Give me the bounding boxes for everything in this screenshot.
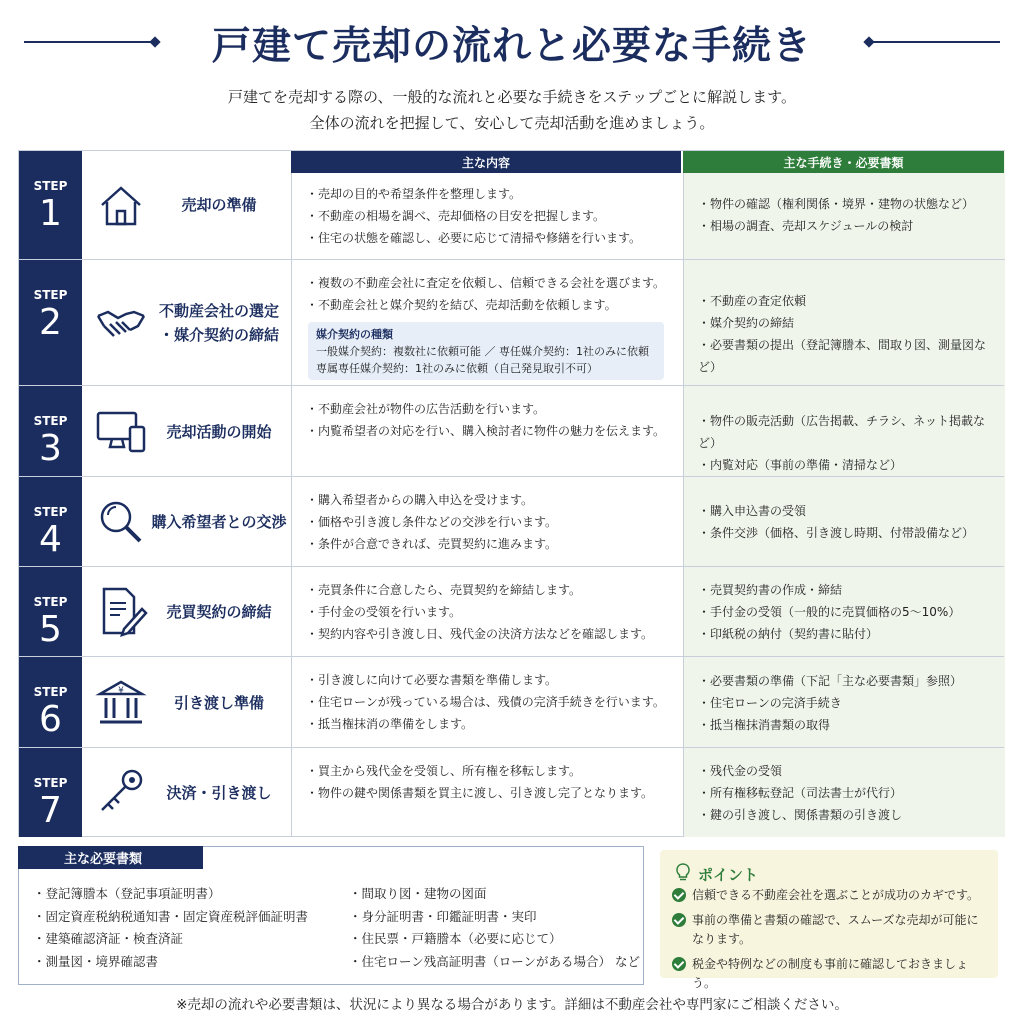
footer-note: ※売却の流れや必要書類は、状況により異なる場合があります。詳細は不動産会社や専門家にご相談ください。 [176,997,848,1013]
step-docs-list [698,410,997,476]
svg-text:¥: ¥ [118,685,124,696]
contract-types-note [308,322,664,380]
required-docs-list-right [349,883,640,973]
step-content-item: ・ 内覧希望者の対応を行い、購入検討者に物件の魅力を伝えます。 [306,420,674,442]
step-row [19,476,1004,567]
column-header-content: 主な内容 [291,151,681,173]
step-title-line: 購入希望者との交渉 [151,513,287,531]
step-content-item: ・ 住宅ローンが残っている場合は、残債の完済手続きを行います。 [306,691,674,713]
title-decoration-right [868,41,1000,43]
step-docs-item: ・ 媒介契約の締結 [698,312,997,334]
note-line: 専属専任媒介契約：1社のみに依頼（自己発見取引不可） [316,362,598,375]
contract-icon [94,585,148,639]
step-docs-item: ・ 不動産の査定依頼 [698,290,997,312]
step-badge [19,477,82,567]
required-doc-item: ・ 建築確認済証・検査済証 [33,928,308,951]
step-docs-item: ・ 売買契約書の作成・締結 [698,579,997,601]
step-content-cell [291,260,682,386]
step-word: STEP [33,685,68,699]
step-docs-item: ・ 所有権移転登記（司法書士が代行） [698,782,997,804]
step-badge [19,657,82,748]
required-docs-title: 主な必要書類 [18,846,203,869]
point-title-row [674,862,758,886]
required-doc-item: ・ 間取り図・建物の図面 [349,883,640,906]
magnifier-icon [94,495,148,549]
step-content-cell [291,567,682,657]
step-content-item: ・ 手付金の受領を行います。 [306,601,674,623]
point-item [672,886,988,905]
step-row [19,656,1004,748]
required-doc-item: ・ 身分証明書・印鑑証明書・実印 [349,906,640,929]
step-number: 3 [39,428,62,469]
column-header-docs: 主な手続き・必要書類 [683,151,1004,173]
step-docs-list [698,193,997,237]
step-content-item: ・ 抵当権抹消の準備をします。 [306,713,674,735]
step-word: STEP [33,414,68,428]
step-docs-cell [683,748,1005,837]
step-docs-item: ・ 必要書類の準備（下記「主な必要書類」参照） [698,670,997,692]
step-content-cell [291,657,682,748]
step-content-list [306,398,674,442]
lightbulb-icon [674,862,692,886]
required-docs-list-left [33,883,308,973]
point-title: ポイント [698,865,759,884]
required-docs-box [18,846,644,985]
required-doc-item: ・ 測量図・境界確認書 [33,951,308,974]
check-icon [672,888,686,902]
step-docs-cell [683,657,1005,748]
step-docs-item: ・ 鍵の引き渡し、関係書類の引き渡し [698,804,997,826]
step-docs-list [698,670,997,736]
step-docs-cell [683,477,1005,567]
point-box [660,850,998,990]
step-docs-list [698,760,997,826]
step-number: 7 [39,790,62,831]
step-badge [19,567,82,657]
handshake-icon [94,296,148,350]
step-content-list [306,489,674,555]
step-number: 2 [39,302,62,343]
step-content-list [306,760,674,804]
step-docs-cell [683,567,1005,657]
step-badge [19,151,82,259]
point-item [672,911,988,949]
step-title [149,600,289,624]
step-number: 4 [39,519,62,560]
step-docs-item: ・ 印紙税の納付（契約書に貼付） [698,623,997,645]
note-line: 一般媒介契約：複数社に依頼可能 ／ 専任媒介契約：1社のみに依頼 [316,345,649,358]
step-title-line: 売買契約の締結 [166,603,272,621]
step-content-item: ・ 価格や引き渡し条件などの交渉を行います。 [306,511,674,533]
step-content-item: ・ 不動産会社と媒介契約を結び、売却活動を依頼します。 [306,294,674,316]
step-content-item: ・ 売却の目的や希望条件を整理します。 [306,183,674,205]
step-docs-list [698,579,997,645]
step-docs-item: ・ 必要書類の提出（登記簿謄本、間取り図、測量図など） [698,334,997,378]
step-title [149,781,289,805]
step-word: STEP [33,288,68,302]
step-docs-item: ・ 住宅ローンの完済手続き [698,692,997,714]
step-docs-item: ・ 残代金の受領 [698,760,997,782]
step-title [149,193,289,217]
step-content-cell [291,477,682,567]
step-content-list [306,669,674,735]
step-docs-item: ・ 相場の調査、売却スケジュールの検討 [698,215,997,237]
required-doc-item: ・ 住民票・戸籍謄本（必要に応じて） [349,928,640,951]
step-content-item: ・ 不動産会社が物件の広告活動を行います。 [306,398,674,420]
step-word: STEP [33,776,68,790]
steps-table [18,150,1005,837]
step-docs-item: ・ 購入申込書の受領 [698,500,997,522]
step-row [19,566,1004,657]
step-word: STEP [33,505,68,519]
step-content-item: ・ 複数の不動産会社に査定を依頼し、信頼できる会社を選びます。 [306,272,674,294]
key-icon [94,766,148,820]
check-icon [672,957,686,971]
step-content-list [306,579,674,645]
step-docs-item: ・ 抵当権抹消書類の取得 [698,714,997,736]
step-title-line: 売却の準備 [181,196,257,214]
step-content-item: ・ 住宅の状態を確認し、必要に応じて清掃や修繕を行います。 [306,227,674,249]
step-content-item: ・ 物件の鍵や関係書類を買主に渡し、引き渡し完了となります。 [306,782,674,804]
check-icon [672,913,686,927]
step-docs-item: ・ 内覧対応（事前の準備・清掃など） [698,454,997,476]
step-row [19,385,1004,477]
step-content-item: ・ 購入希望者からの購入申込を受けます。 [306,489,674,511]
step-badge [19,386,82,477]
step-content-item: ・ 引き渡しに向けて必要な書類を準備します。 [306,669,674,691]
page-title: 戸建て売却の流れと必要な手続き [211,23,812,69]
step-title-line: 引き渡し準備 [173,693,264,712]
step-docs-list [698,500,997,544]
step-badge [19,260,82,386]
step-docs-cell [683,386,1005,477]
step-content-list [306,272,674,316]
point-list [672,886,988,999]
step-content-item: ・ 不動産の相場を調べ、売却価格の目安を把握します。 [306,205,674,227]
step-docs-item: ・ 条件交渉（価格、引き渡し時期、付帯設備など） [698,522,997,544]
step-content-list [306,183,674,249]
point-text: 信頼できる不動産会社を選ぶことが成功のカギです。 [692,888,980,902]
step-content-item: ・ 契約内容や引き渡し日、残代金の決済方法などを確認します。 [306,623,674,645]
point-text: 税金や特例などの制度も事前に確認しておきましょう。 [692,957,969,990]
intro-line-1: 戸建てを売却する際の、一般的な流れと必要な手続きをステップごとに解説します。 [228,88,796,106]
step-content-item: ・ 条件が合意できれば、売買契約に進みます。 [306,533,674,555]
step-title [149,691,289,715]
step-docs-cell [683,260,1005,386]
step-docs-item: ・ 物件の販売活動（広告掲載、チラシ、ネット掲載など） [698,410,997,454]
step-title [149,299,289,347]
step-content-item: ・ 売買条件に合意したら、売買契約を締結します。 [306,579,674,601]
note-title: 媒介契約の種類 [316,328,393,341]
step-number: 6 [39,699,62,740]
required-doc-item: ・ 住宅ローン残高証明書（ローンがある場合） など [349,951,640,974]
step-number: 5 [39,609,62,650]
step-row [19,747,1004,837]
step-word: STEP [33,179,68,193]
step-title-line: 売却活動の開始 [166,422,272,441]
step-content-cell [291,748,682,837]
step-title-line: 不動産会社の選定 [158,302,279,320]
step-word: STEP [33,595,68,609]
point-item [672,955,988,993]
step-docs-item: ・ 手付金の受領（一般的に売買価格の5〜10%） [698,601,997,623]
point-text: 事前の準備と書類の確認で、スムーズな売却が可能になります。 [692,913,979,946]
house-icon [94,178,148,232]
devices-icon [94,405,148,459]
step-content-item: ・ 買主から残代金を受領し、所有権を移転します。 [306,760,674,782]
intro-text [0,84,1024,136]
step-badge [19,748,82,837]
required-doc-item: ・ 登記簿謄本（登記事項証明書） [33,883,308,906]
step-row [19,259,1004,386]
step-title [149,420,289,444]
step-docs-list [698,290,997,378]
bank-icon [94,676,148,730]
title-decoration-left [24,41,156,43]
step-title-line: ・媒介契約の締結 [158,326,279,344]
intro-line-2: 全体の流れを把握して、安心して売却活動を進めましょう。 [309,114,715,132]
step-title [149,510,289,534]
step-title-line: 決済・引き渡し [166,783,272,802]
step-docs-item: ・ 物件の確認（権利関係・境界・建物の状態など） [698,193,997,215]
step-number: 1 [39,193,62,234]
required-doc-item: ・ 固定資産税納税通知書・固定資産税評価証明書 [33,906,308,929]
step-content-cell [291,386,682,477]
